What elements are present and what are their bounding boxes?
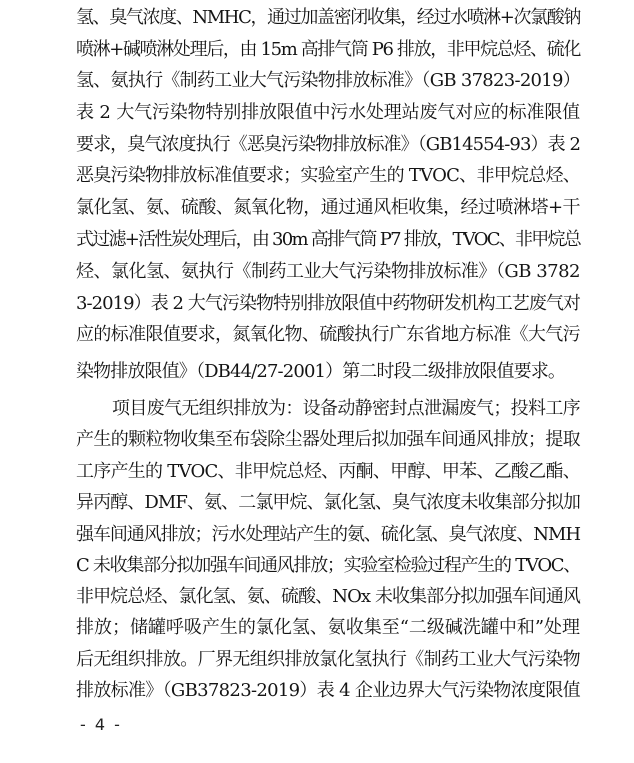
- paragraph-1-line-1: 氢、臭气浓度、NMHC，通过加盖密闭收集，经过水喷淋+次氯酸钠: [76, 7, 580, 28]
- paragraph-1-line-5: 要求，臭气浓度执行《恶臭污染物排放标准》（GB14554-93）表 2: [76, 134, 580, 155]
- paragraph-2-line-2: 产生的颗粒物收集至布袋除尘器处理后拟加强车间通风排放；提取: [76, 429, 580, 450]
- paragraph-1-line-10: 3-2019）表 2 大气污染物特别排放限值中药物研发机构工艺废气对: [76, 293, 580, 314]
- paragraph-1-line-6: 恶臭污染物排放标准值要求；实验室产生的 TVOC、非甲烷总烃、: [76, 165, 580, 186]
- paragraph-1-line-2: 喷淋+碱喷淋处理后，由 15m 高排气筒 P6 排放，非甲烷总烃、硫化: [76, 39, 580, 60]
- paragraph-2-line-7: 非甲烷总烃、氯化氢、氨、硫酸、NOx 未收集部分拟加强车间通风: [76, 586, 580, 607]
- paragraph-1-line-11: 应的标准限值要求，氮氧化物、硫酸执行广东省地方标准《大气污: [76, 324, 580, 345]
- paragraph-2-line-5: 强车间通风排放；污水处理站产生的氨、硫化氢、臭气浓度、NMH: [76, 524, 580, 545]
- paragraph-2-line-4: 异丙醇、DMF、氨、二氯甲烷、氯化氢、臭气浓度未收集部分拟加: [76, 492, 580, 513]
- paragraph-2-line-8: 排放；储罐呼吸产生的氯化氢、氨收集至“二级碱洗罐中和”处理: [76, 617, 580, 638]
- paragraph-2-line-10: 排放标准》（GB37823-2019）表 4 企业边界大气污染物浓度限值: [76, 680, 580, 701]
- paragraph-1-line-9: 烃、氯化氢、氨执行《制药工业大气污染物排放标准》（GB 3782: [76, 261, 580, 282]
- paragraph-1-line-12: 染物排放限值》（DB44/27-2001）第二时段二级排放限值要求。: [76, 361, 565, 382]
- paragraph-1-line-4: 表 2 大气污染物特别排放限值中污水处理站废气对应的标准限值: [76, 102, 580, 123]
- paragraph-2-line-3: 工序产生的 TVOC、非甲烷总烃、丙酮、甲醇、甲苯、乙酸乙酯、: [76, 461, 580, 482]
- paragraph-1-line-8: 式过滤+活性炭处理后，由 30m 高排气筒 P7 排放，TVOC、非甲烷总: [76, 229, 580, 250]
- paragraph-1-line-7: 氯化氢、氨、硫酸、氮氧化物，通过通风柜收集，经过喷淋塔+干: [76, 197, 580, 218]
- page-number: - 4 -: [80, 715, 122, 734]
- paragraph-1-line-3: 氢、氨执行《制药工业大气污染物排放标准》（GB 37823-2019）: [76, 70, 580, 91]
- paragraph-2-line-6: C 未收集部分拟加强车间通风排放；实验室检验过程产生的 TVOC、: [76, 555, 580, 576]
- paragraph-2-line-1: 项目废气无组织排放为：设备动静密封点泄漏废气；投料工序: [112, 398, 580, 419]
- paragraph-2-line-9: 后无组织排放。厂界无组织排放氯化氢执行《制药工业大气污染物: [76, 649, 580, 670]
